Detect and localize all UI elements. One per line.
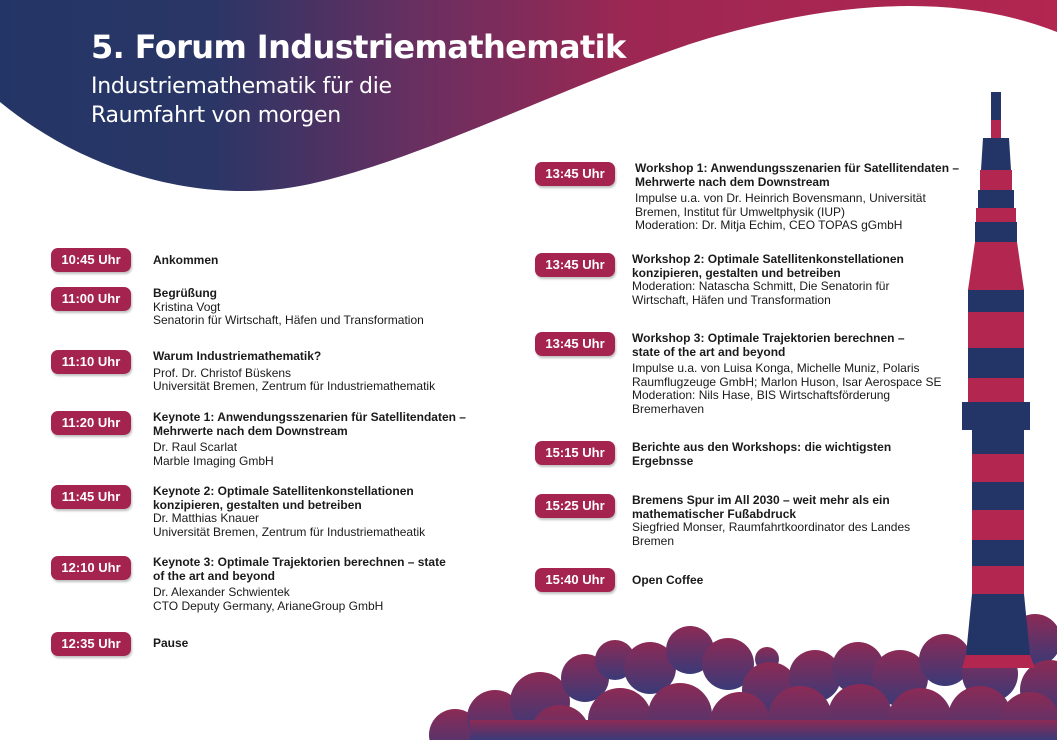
time-badge: 15:25 Uhr [535, 494, 615, 518]
item-line: Dr. Matthias Knauer [153, 511, 260, 525]
time-badge: 13:45 Uhr [535, 253, 615, 277]
schedule-item [535, 494, 910, 548]
schedule-item [51, 248, 218, 272]
item-line: Impulse u.a. von Dr. Heinrich Bovensmann, Universität [635, 191, 926, 205]
item-content [153, 287, 424, 328]
time-badge: 15:15 Uhr [535, 441, 615, 465]
item-line: Moderation: Dr. Mitja Echim, CEO TOPAS gGmbH [635, 218, 903, 232]
time-badge: 12:10 Uhr [51, 556, 131, 580]
item-title: Workshop 1: Anwendungsszenarien für Satellitendaten – [635, 161, 960, 175]
item-title-cont: Mehrwerte nach dem Downstream [153, 423, 348, 438]
item-content [153, 632, 188, 651]
smoke-clouds [429, 614, 1057, 740]
schedule-item [51, 632, 188, 656]
item-line: Universität Bremen, Zentrum für Industriematheatik [153, 524, 426, 539]
item-title: Warum Industriemathematik? [153, 349, 322, 363]
schedule-item [535, 332, 941, 416]
item-line: Wirtschaft, Häfen und Transformation [632, 292, 831, 307]
item-title-cont: konzipieren, gestalten und betreiben [153, 497, 362, 512]
item-line: Impulse u.a. von Luisa Konga, Michelle Muniz, Polaris [632, 361, 920, 375]
item-title: Keynote 1: Anwendungsszenarien für Satellitendaten – [153, 410, 466, 424]
header [91, 28, 626, 130]
subtitle-line-2: Raumfahrt von morgen [91, 103, 341, 128]
item-content [153, 248, 218, 268]
item-title: Berichte aus den Workshops: die wichtigsten [632, 440, 892, 454]
item-line: Siegfried Monser, Raumfahrtkoordinator des Landes [632, 520, 911, 534]
time-badge: 10:45 Uhr [51, 248, 131, 272]
schedule-item [535, 162, 959, 233]
item-title-cont: konzipieren, gestalten und betreiben [632, 265, 841, 280]
schedule-item [51, 287, 424, 328]
schedule-item [535, 441, 891, 468]
item-line: Bremen [632, 533, 675, 548]
subtitle-line-1: Industriemathematik für die [91, 74, 392, 99]
page-title: 5. Forum Industriemathematik [91, 28, 626, 66]
schedule-item [51, 556, 446, 613]
item-line: Moderation: Natascha Schmitt, Die Senatorin für [632, 279, 890, 293]
rocket-illustration [962, 92, 1035, 668]
item-title: Bremens Spur im All 2030 – weit mehr als ein [632, 493, 890, 507]
item-title: Workshop 2: Optimale Satellitenkonstellationen [632, 252, 904, 266]
item-content [632, 568, 703, 588]
item-title-cont: state of the art and beyond [632, 344, 786, 359]
item-content [632, 332, 941, 416]
item-content [632, 441, 891, 468]
schedule-item [535, 568, 703, 592]
item-line: Senatorin für Wirtschaft, Häfen und Transformation [153, 313, 424, 327]
item-content [153, 411, 466, 468]
item-title: Keynote 3: Optimale Trajektorien berechnen – state [153, 555, 446, 569]
item-title: Keynote 2: Optimale Satellitenkonstellationen [153, 484, 414, 498]
item-line: Raumflugzeuge GmbH; Marlon Huson, Isar Aerospace SE [632, 374, 942, 389]
time-badge: 11:10 Uhr [51, 350, 131, 374]
schedule-item [51, 350, 435, 394]
schedule-item [51, 411, 466, 468]
item-line: Universität Bremen, Zentrum für Industriemathematik [153, 379, 436, 393]
item-title-cont: Mehrwerte nach dem Downstream [635, 174, 830, 189]
item-line: Bremerhaven [632, 401, 705, 416]
time-badge: 11:00 Uhr [51, 287, 131, 311]
item-line: Dr. Alexander Schwientek [153, 585, 290, 599]
item-content [635, 162, 959, 233]
item-line: Dr. Raul Scarlat [153, 440, 238, 454]
item-content [153, 485, 425, 539]
schedule-item [535, 253, 904, 307]
item-line: Kristina Vogt [153, 299, 221, 314]
item-title: Workshop 3: Optimale Trajektorien berechnen – [632, 331, 905, 345]
page-subtitle [91, 72, 626, 130]
item-line: Bremen, Institut für Umweltphysik (IUP) [635, 204, 846, 219]
item-title-cont: of the art and beyond [153, 568, 276, 583]
item-content [153, 350, 435, 394]
time-badge: 12:35 Uhr [51, 632, 131, 656]
item-line: Marble Imaging GmbH [153, 453, 274, 468]
item-title: Ankommen [153, 253, 219, 267]
time-badge: 11:20 Uhr [51, 411, 131, 435]
item-title-cont: Ergebnsse [632, 453, 694, 468]
item-content [153, 556, 446, 613]
item-title: Open Coffee [632, 573, 704, 587]
item-line: Prof. Dr. Christof Büskens [153, 365, 292, 380]
item-line: CTO Deputy Germany, ArianeGroup GmbH [153, 598, 384, 613]
item-title: Pause [153, 636, 189, 650]
item-content [632, 494, 910, 548]
item-line: Moderation: Nils Hase, BIS Wirtschaftsförderung [632, 388, 891, 402]
item-content [632, 253, 904, 307]
item-title: Begrüßung [153, 286, 217, 300]
item-title-cont: mathematischer Fußabdruck [632, 506, 797, 521]
time-badge: 13:45 Uhr [535, 162, 615, 186]
time-badge: 15:40 Uhr [535, 568, 615, 592]
schedule-item [51, 485, 425, 539]
time-badge: 11:45 Uhr [51, 485, 131, 509]
time-badge: 13:45 Uhr [535, 332, 615, 356]
